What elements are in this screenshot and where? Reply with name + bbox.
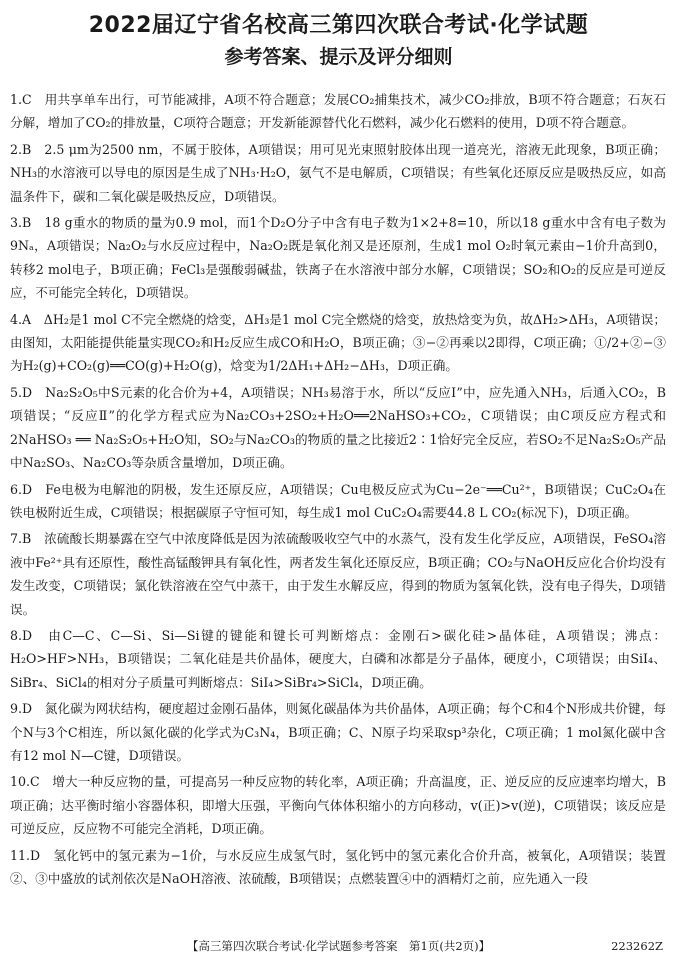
- footer-label: 【高三第四次联合考试·化学试题参考答案 第1页(共2页)】: [186, 939, 491, 953]
- answer-item-5: 5.D Na₂S₂O₅中S元素的化合价为+4，A项错误；NH₃易溶于水，所以“反应Ⅰ”中，应先通入NH₃，后通入CO₂，B项错误；“反应Ⅱ”的化学方程式应为Na₂CO₃+2SO₂+H₂O══2NaHSO₃+CO₂，C项错误；由C项反应方程式和2NaHSO₃ ══ Na₂S₂O₅+H₂O知，SO₂与Na₂CO₃的物质的量之比接近2∶1恰好完全反应，若SO₂不足Na₂S₂O₅产品中Na₂SO₃、Na₂CO₃等杂质含量增加，D项正确。: [10, 384, 666, 471]
- answer-item-7: 7.B 浓硫酸长期暴露在空气中浓度降低是因为浓硫酸吸收空气中的水蒸气，没有发生化学反应，A项错误，FeSO₄溶液中Fe²⁺具有还原性，酸性高锰酸钾具有氧化性，两者发生氧化还原反应，B项正确；CO₂与NaOH反应化合价均没有发生改变，C项错误；氯化铁溶液在空气中蒸干，由于发生水解反应，得到的物质为氢氧化铁，没有电子得失，D项错误。: [10, 531, 666, 617]
- answer-item-8: 8.D 由C—C、C—Si、Si—Si键的键能和键长可判断熔点：金刚石>碳化硅>晶体硅，A项错误；沸点：H₂O>HF>NH₃，B项错误；二氧化硅是共价晶体，硬度大，白磷和冰都是分子晶体，硬度小，C项错误；由SiI₄、SiBr₄、SiCl₄的相对分子质量可判断熔点：SiI₄>SiBr₄>SiCl₄，D项正确。: [10, 627, 666, 690]
- answer-item-2: 2.B 2.5 μm为2500 nm，不属于胶体，A项错误；用可见光束照射胶体出现一道亮光，溶液无此现象，B项正确；NH₃的水溶液可以导电的原因是生成了NH₃·H₂O，氨气不是电解质，C项错误；有些氧化还原反应是吸热反应，如高温条件下，碳和二氧化碳是吸热反应，D项错误。: [10, 141, 666, 204]
- answer-item-10: 10.C 增大一种反应物的量，可提高另一种反应物的转化率，A项正确；升高温度，正、逆反应的反应速率均增大，B项正确；达平衡时缩小容器体积，即增大压强，平衡向气体体积缩小的方向移动，v(正)>v(逆)，C项错误；该反应是可逆反应，反应物不可能完全消耗，D项正确。: [10, 774, 666, 837]
- answer-item-1: 1.C 用共享单车出行，可节能减排，A项不符合题意；发展CO₂捕集技术，减少CO₂排放，B项不符合题意；石灰石分解，增加了CO₂的排放量，C项符合题意；开发新能源替代化石燃料，减少化石燃料的使用，D项不符合题意。: [10, 92, 666, 131]
- page-subtitle: 参考答案、提示及评分细则: [224, 46, 453, 68]
- answer-item-3: 3.B 18 g重水的物质的量为0.9 mol，而1个D₂O分子中含有电子数为1×2+8=10，所以18 g重水中含有电子数为9Nₐ，A项错误；Na₂O₂与水反应过程中，Na₂O₂既是氧化剂又是还原剂，生成1 mol O₂时氧元素由−1价升高到0，转移2 mol电子，B项正确；FeCl₃是强酸弱碱盐，铁离子在水溶液中部分水解，C项错误；SO₂和O₂的反应是可逆反应，不可能完全转化，D项错误。: [10, 215, 666, 301]
- answer-item-4: 4.A ΔH₂是1 mol C不完全燃烧的焓变，ΔH₃是1 mol C完全燃烧的焓变，放热焓变为负，故ΔH₂>ΔH₃，A项错误；由图知，太阳能提供能量实现CO₂和H₂反应生成CO和H₂O，B项正确；③−②再乘以2即得，C项正确；①/2+②−③为H₂(g)+CO₂(g)══CO(g)+H₂O(g)，焓变为1/2ΔH₁+ΔH₂−ΔH₃，D项正确。: [10, 311, 666, 374]
- page-footer: [0, 935, 677, 957]
- answer-item-11: 11.D 氢化钙中的氢元素为−1价，与水反应生成氢气时，氢化钙中的氢元素化合价升高，被氧化，A项错误；装置②、③中盛放的试剂依次是NaOH溶液、浓硫酸，B项错误；点燃装置④中的酒精灯之前，应先通入一段: [10, 847, 666, 886]
- answer-item-6: 6.D Fe电极为电解池的阴极，发生还原反应，A项错误；Cu电极反应式为Cu−2e⁻══Cu²⁺，B项错误；CuC₂O₄在铁电极附近生成，C项错误；根据碳原子守恒可知，每生成1 mol CuC₂O₄需要44.8 L CO₂(标况下)，D项正确。: [10, 481, 666, 520]
- page-title: 2022届辽宁省名校高三第四次联合考试·化学试题: [88, 13, 589, 38]
- answer-item-9: 9.D 氮化碳为网状结构，硬度超过金刚石晶体，则氮化碳晶体为共价晶体，A项正确；每个C和4个N形成共价键，每个N与3个C相连，所以氮化碳的化学式为C₃N₄，B项正确；C、N原子均采取sp³杂化，C项正确；1 mol氮化碳中含有12 mol N—C键，D项错误。: [10, 701, 666, 763]
- answers-body: [10, 88, 666, 893]
- footer-code: 223262Z: [611, 939, 663, 953]
